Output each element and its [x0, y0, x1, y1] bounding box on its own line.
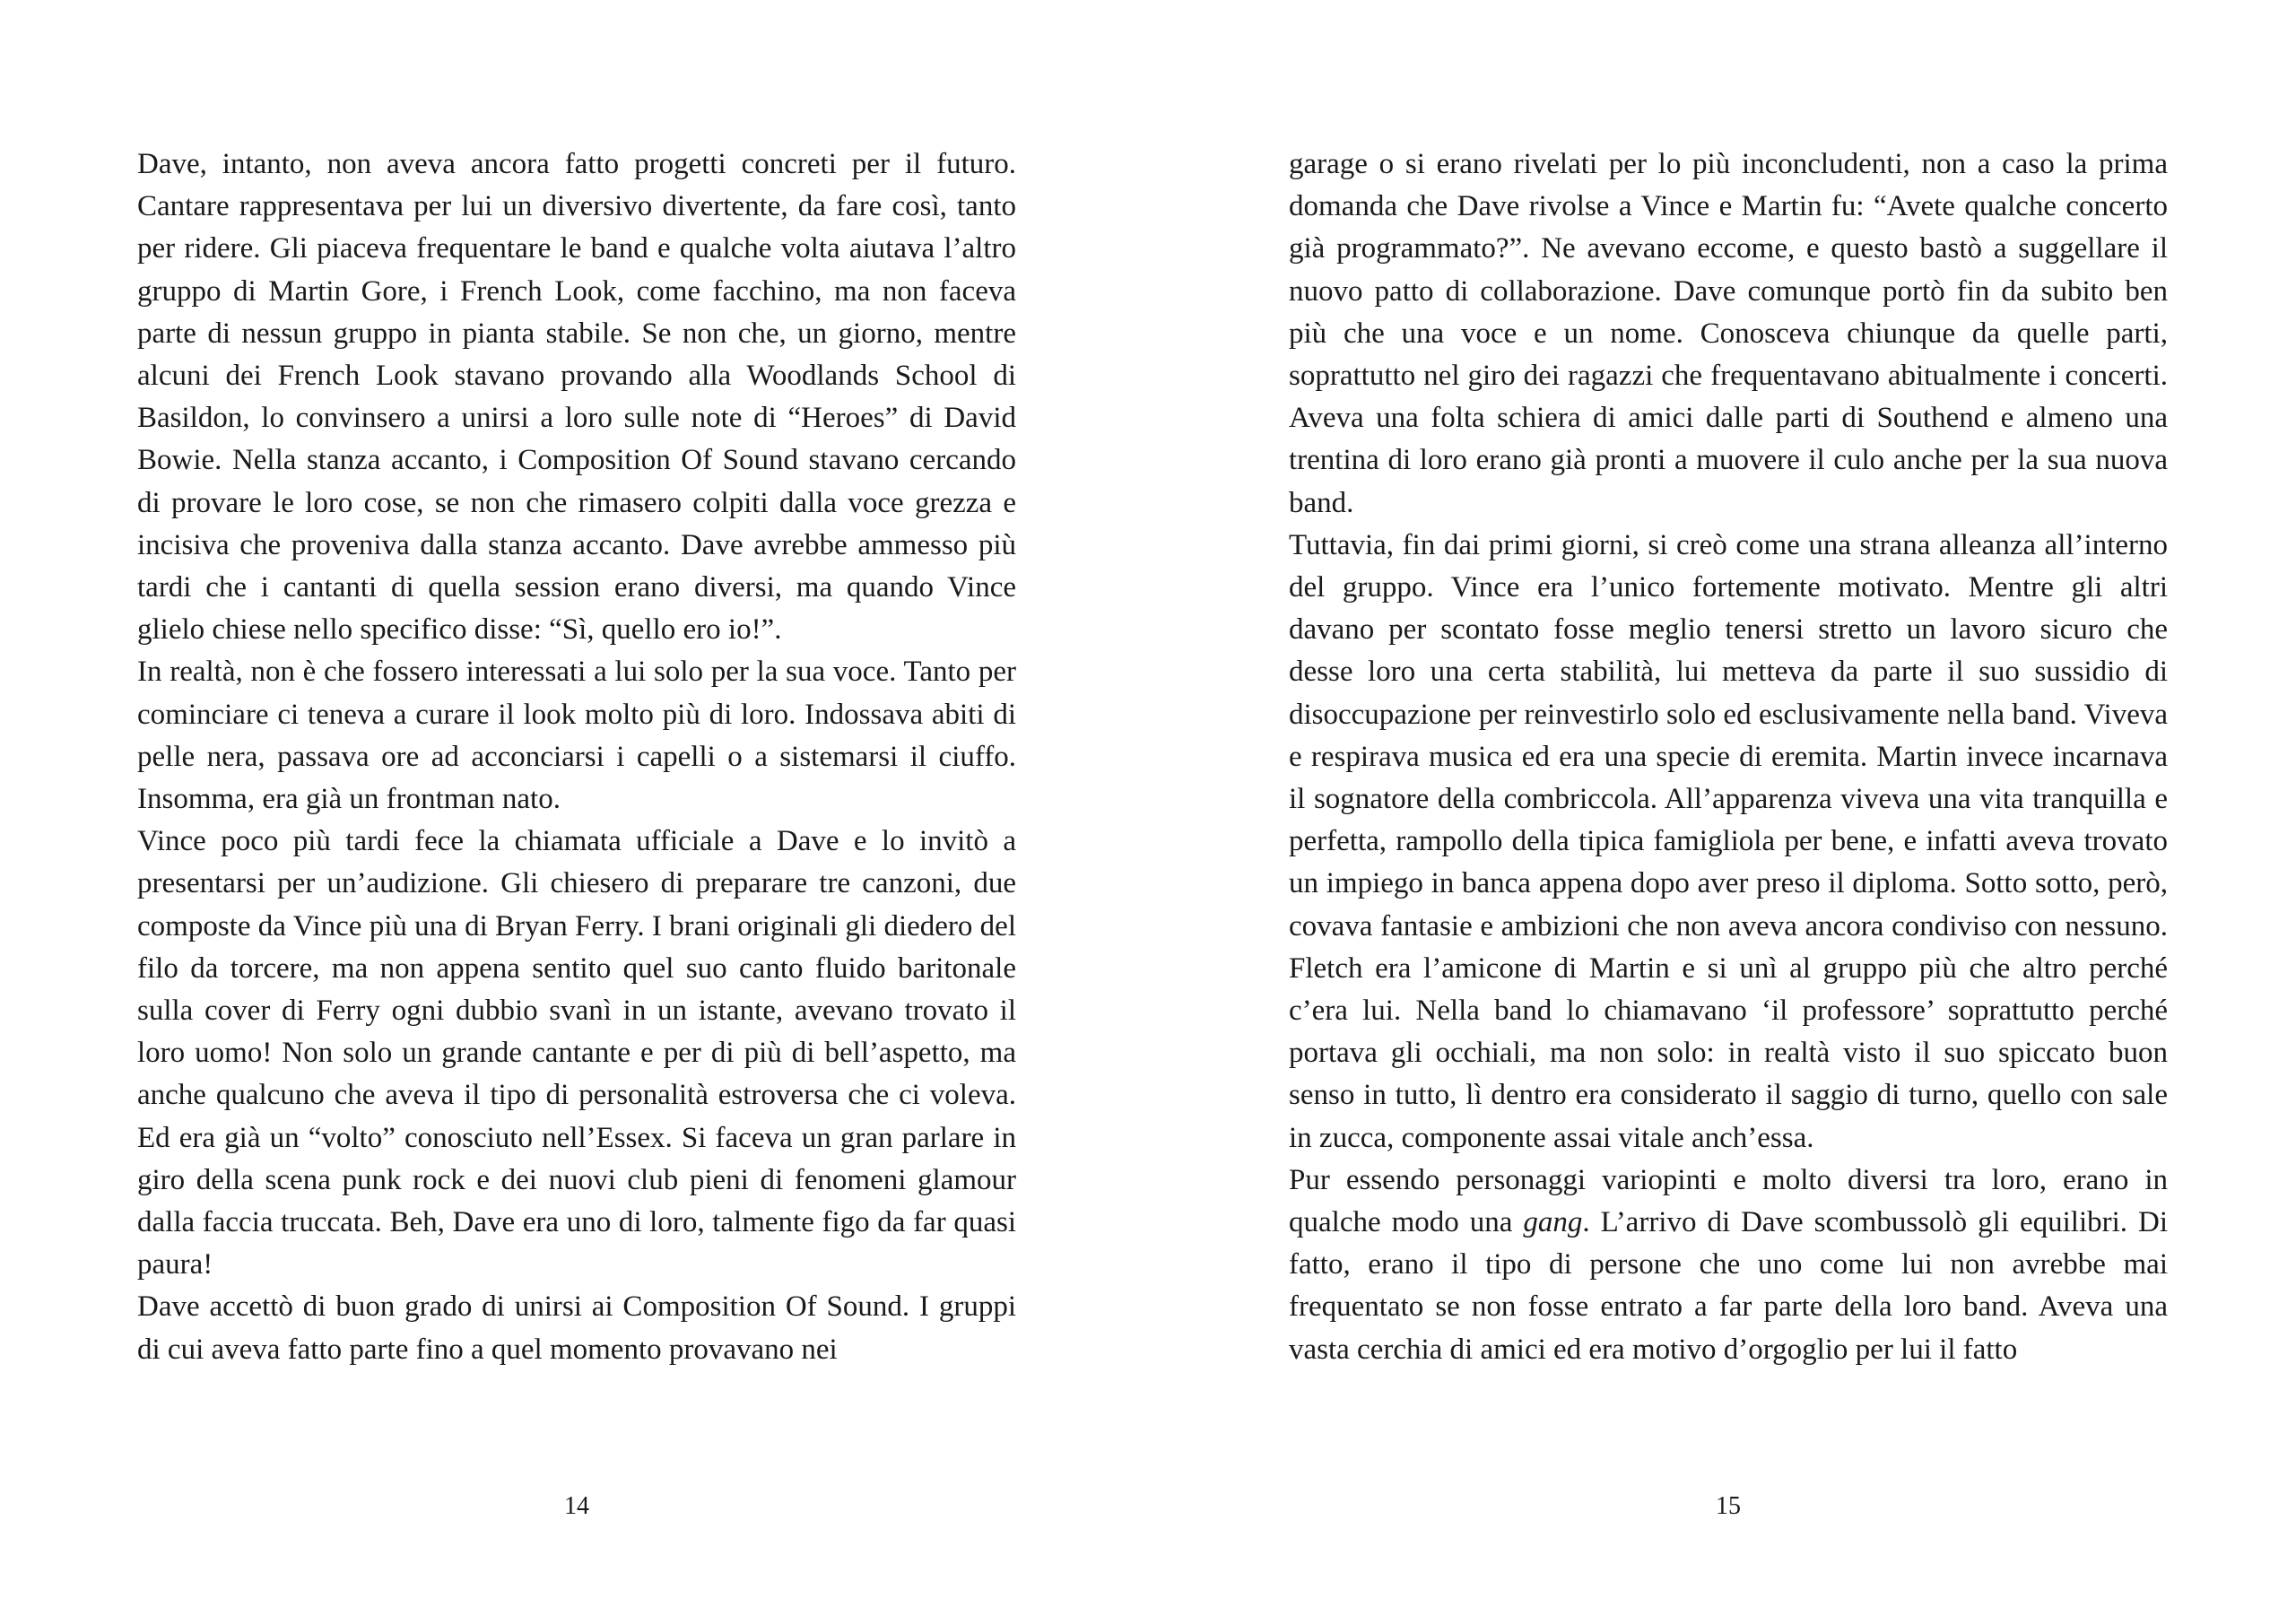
paragraph-text: . L’arrivo di Dave scombussolò gli equilibri. Di fatto, erano il tipo di persone che uno come lui non avrebbe mai frequentato se non fosse entrato a far parte della loro band. Aveva una vasta cerchia di amici ed era motivo d’orgoglio per lui il fatto [1289, 1206, 2168, 1366]
page-number-left: 14 [564, 1492, 589, 1520]
paragraph-text: Pur essendo personaggi variopinti e molto diversi tra loro, erano in qualche modo una [1289, 1163, 2168, 1239]
left-page-text [137, 143, 1016, 1371]
paragraph: Dave accettò di buon grado di unirsi ai Composition Of Sound. I gruppi di cui aveva fatto parte fino a quel momento provavano nei [137, 1290, 1016, 1366]
right-page [1148, 0, 2296, 1607]
paragraph [1289, 1160, 2168, 1371]
italic-word: gang [1523, 1206, 1583, 1239]
paragraph: In realtà, non è che fossero interessati a lui solo per la sua voce. Tanto per cominciare ci teneva a curare il look molto più di loro. Indossava abiti di pelle nera, passava ore ad acconciarsi i capelli o a sistemarsi il ciuffo. Insomma, era già un frontman nato. [137, 656, 1016, 816]
right-page-text [1289, 143, 2168, 1371]
page-number-right: 15 [1716, 1492, 1741, 1520]
paragraph: Vince poco più tardi fece la chiamata ufficiale a Dave e lo invitò a presentarsi per un’audizione. Gli chiesero di preparare tre canzoni, due composte da Vince più una di Bryan Ferry. I brani originali gli diedero del filo da torcere, ma non appena sentito quel suo canto fluido baritonale sulla cover di Ferry ogni dubbio svanì in un istante, avevano trovato il loro uomo! Non solo un grande cantante e per di più di bell’aspetto, ma anche qualcuno che aveva il tipo di personalità estroversa che ci voleva. Ed era già un “volto” conosciuto nell’Essex. Si faceva un gran parlare in giro della scena punk rock e dei nuovi club pieni di fenomeni glamour dalla faccia truccata. Beh, Dave era uno di loro, talmente figo da far quasi paura! [137, 825, 1016, 1281]
paragraph: garage o si erano rivelati per lo più inconcludenti, non a caso la prima domanda che Dave rivolse a Vince e Martin fu: “Avete qualche concerto già programmato?”. Ne avevano eccome, e questo bastò a suggellare il nuovo patto di collaborazione. Dave comunque portò fin da subito ben più che una voce e un nome. Conosceva chiunque da quelle parti, soprattutto nel giro dei ragazzi che frequentavano abitualmente i concerti. Aveva una folta schiera di amici dalle parti di Southend e almeno una trentina di loro erano già pronti a muovere il culo anche per la sua nuova band. [1289, 148, 2168, 519]
paragraph: Tuttavia, fin dai primi giorni, si creò come una strana alleanza all’interno del gruppo. Vince era l’unico fortemente motivato. Mentre gli altri davano per scontato fosse meglio tenersi stretto un lavoro sicuro che desse loro una certa stabilità, lui metteva da parte il suo sussidio di disoccupazione per reinvestirlo solo ed esclusivamente nella band. Viveva e respirava musica ed era una specie di eremita. Martin invece incarnava il sognatore della combriccola. All’apparenza viveva una vita tranquilla e perfetta, rampollo della tipica famigliola per bene, e infatti aveva trovato un impiego in banca appena dopo aver preso il diploma. Sotto sotto, però, covava fantasie e ambizioni che non aveva ancora condiviso con nessuno. Fletch era l’amicone di Martin e si unì al gruppo più che altro perché c’era lui. Nella band lo chiamavano ‘il professore’ soprattutto perché portava gli occhiali, ma non solo: in realtà visto il suo spiccato buon senso in tutto, lì dentro era considerato il saggio di turno, quello con sale in zucca, componente assai vitale anch’essa. [1289, 528, 2168, 1154]
paragraph: Dave, intanto, non aveva ancora fatto progetti concreti per il futuro. Cantare rappresentava per lui un diversivo divertente, da fare così, tanto per ridere. Gli piaceva frequentare le band e qualche volta aiutava l’altro gruppo di Martin Gore, i French Look, come facchino, ma non faceva parte di nessun gruppo in pianta stabile. Se non che, un giorno, mentre alcuni dei French Look stavano provando alla Woodlands School di Basildon, lo convinsero a unirsi a loro sulle note di “Heroes” di David Bowie. Nella stanza accanto, i Composition Of Sound stavano cercando di provare le loro cose, se non che rimasero colpiti dalla voce grezza e incisiva che proveniva dalla stanza accanto. Dave avrebbe ammesso più tardi che i cantanti di quella session erano diversi, ma quando Vince glielo chiese nello specifico disse: “Sì, quello ero io!”. [137, 148, 1016, 647]
